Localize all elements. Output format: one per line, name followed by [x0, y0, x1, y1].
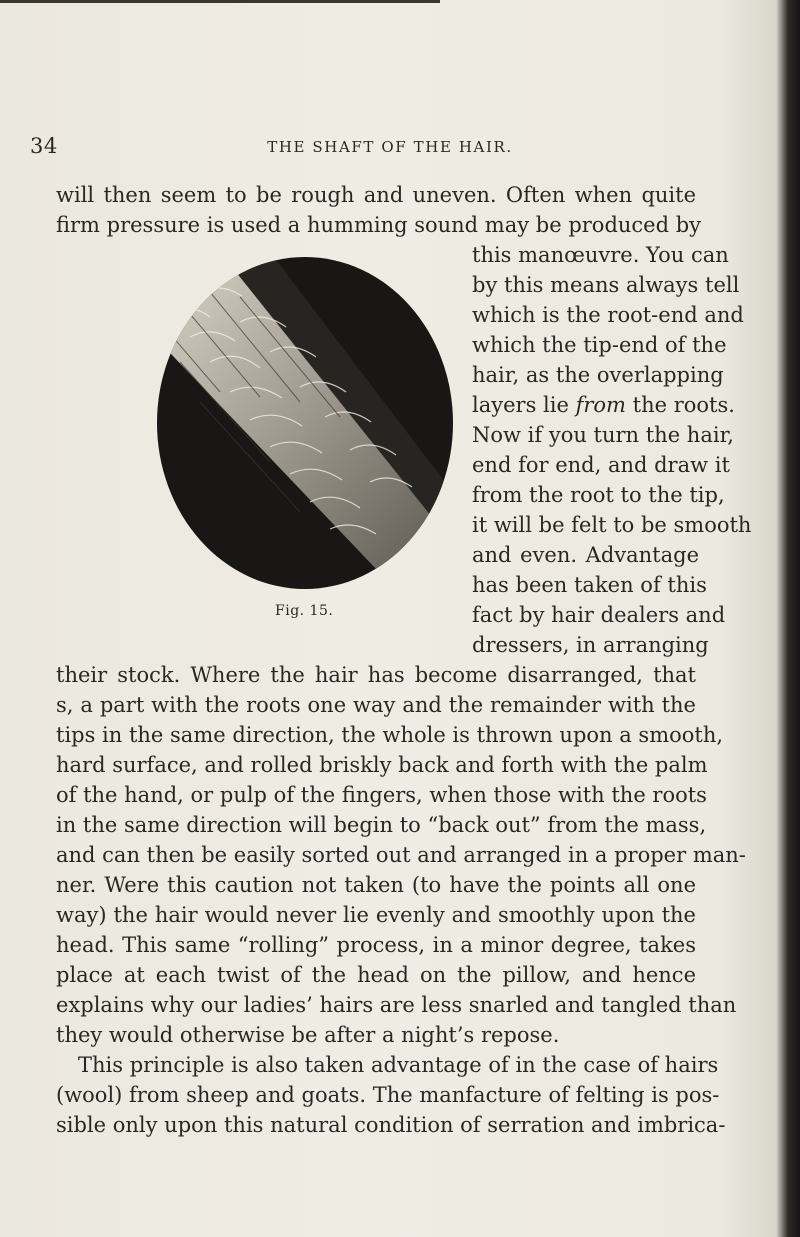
- text-line: they would otherwise be after a night’s repose.: [56, 1023, 560, 1047]
- hair-shaft-illustration: [150, 252, 460, 594]
- text-fragment: the roots.: [632, 393, 735, 417]
- page-header: [30, 134, 750, 164]
- text-fragment: layers lie: [472, 393, 569, 417]
- text-line: dressers, in arranging: [472, 633, 709, 657]
- text-line: which is the root-end and: [472, 303, 744, 327]
- text-line: hair, as the overlapping: [472, 363, 724, 387]
- top-rule: [0, 0, 440, 3]
- text-line: [472, 390, 735, 420]
- text-line: by this means always tell: [472, 273, 740, 297]
- text-line: head. This same “rolling” process, in a minor degree, takes: [56, 933, 696, 957]
- page-number: 34: [30, 134, 58, 158]
- text-line: and can then be easily sorted out and arranged in a proper man-: [56, 843, 746, 867]
- text-line: hard surface, and rolled briskly back and forth with the palm: [56, 753, 708, 777]
- text-line: end for end, and draw it: [472, 453, 730, 477]
- text-line: and even. Advantage: [472, 543, 699, 567]
- figure-caption: Fig. 15.: [275, 603, 334, 619]
- text-line: in the same direction will begin to “back out” from the mass,: [56, 813, 707, 837]
- text-line: of the hand, or pulp of the fingers, when those with the roots: [56, 783, 707, 807]
- text-line: s, a part with the roots one way and the remainder with the: [56, 693, 696, 717]
- hair-shaft-figure: [150, 252, 460, 594]
- text-line: fact by hair dealers and: [472, 603, 726, 627]
- text-line: their stock. Where the hair has become disarranged, that: [56, 663, 696, 687]
- text-line: has been taken of this: [472, 573, 707, 597]
- text-line: way) the hair would never lie evenly and smoothly upon the: [56, 903, 696, 927]
- text-line: which the tip-end of the: [472, 333, 727, 357]
- running-head: THE SHAFT OF THE HAIR.: [267, 138, 513, 156]
- text-line: explains why our ladies’ hairs are less snarled and tangled than: [56, 993, 737, 1017]
- text-line: firm pressure is used a humming sound may be produced by: [56, 213, 702, 237]
- text-line: sible only upon this natural condition of serration and imbrica-: [56, 1113, 726, 1137]
- text-line: from the root to the tip,: [472, 483, 725, 507]
- text-line: ner. Were this caution not taken (to have the points all one: [56, 873, 696, 897]
- text-line: it will be felt to be smooth: [472, 513, 752, 537]
- text-line: will then seem to be rough and uneven. Often when quite: [56, 183, 696, 207]
- italic-word: from: [575, 393, 626, 417]
- text-line: tips in the same direction, the whole is thrown upon a smooth,: [56, 723, 724, 747]
- text-line: (wool) from sheep and goats. The manfacture of felting is pos-: [56, 1083, 720, 1107]
- text-line: Now if you turn the hair,: [472, 423, 734, 447]
- text-line: This principle is also taken advantage of in the case of hairs: [78, 1053, 719, 1077]
- text-line: this manœuvre. You can: [472, 243, 729, 267]
- text-line: place at each twist of the head on the pillow, and hence: [56, 963, 696, 987]
